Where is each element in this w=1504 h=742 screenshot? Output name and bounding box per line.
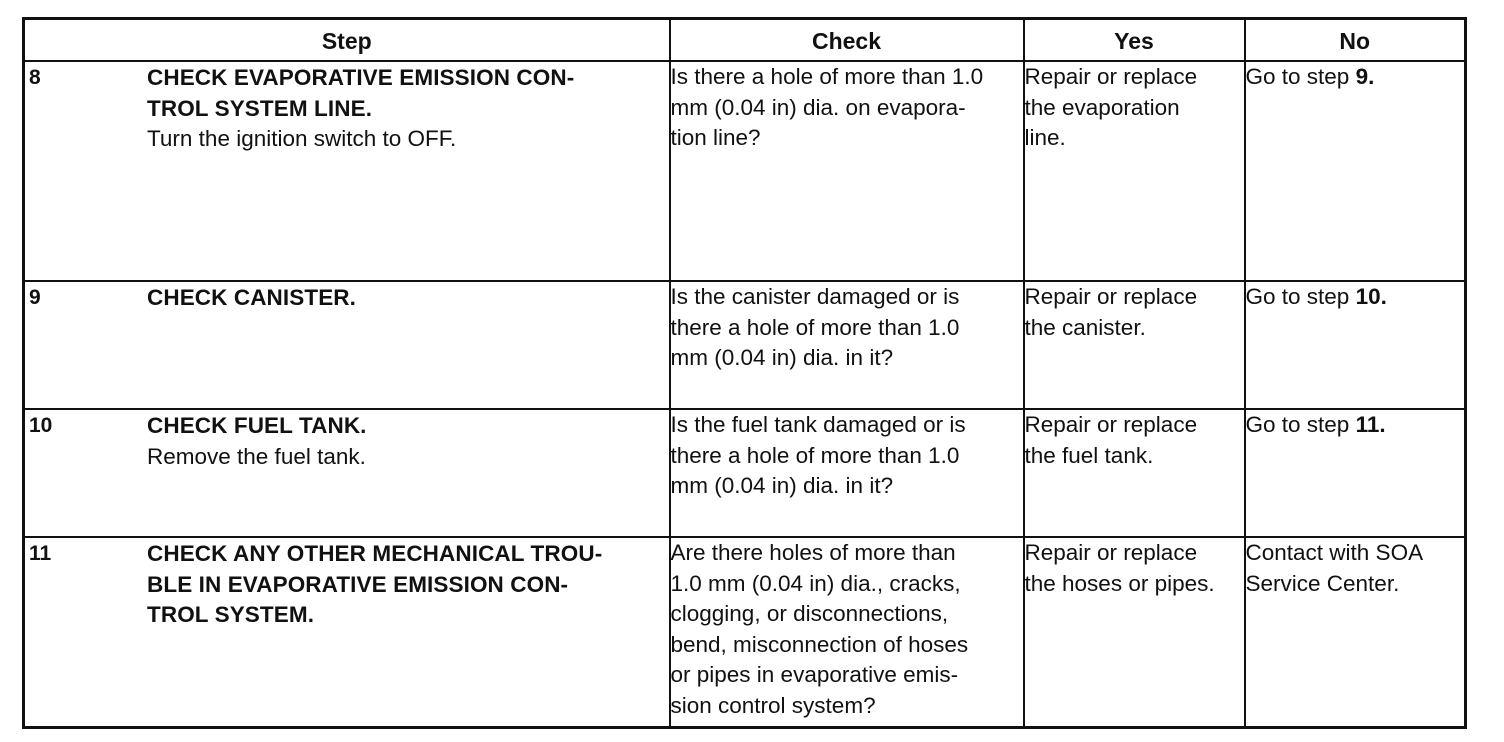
yes-line: Repair or replace — [1024, 540, 1198, 565]
check-line: 1.0 mm (0.04 in) dia., cracks, — [670, 570, 961, 596]
goto-step-ref: 9. — [1355, 64, 1375, 89]
no-line — [1246, 282, 1465, 313]
check-line: mm (0.04 in) dia. in it? — [670, 473, 894, 498]
goto-step-ref: 10. — [1355, 284, 1387, 309]
check-line: or pipes in evaporative emis- — [670, 662, 959, 687]
yes-line: Repair or replace — [1024, 412, 1198, 437]
check-line: Are there holes of more than — [670, 540, 956, 565]
step-title-line: CHECK CANISTER. — [147, 285, 357, 310]
check-line: Is there a hole of more than 1.0 — [670, 64, 984, 89]
step-cell — [24, 537, 670, 727]
no-line — [1246, 410, 1465, 441]
header-no: No — [1245, 19, 1466, 62]
step-cell — [24, 409, 670, 537]
table-row — [24, 281, 1466, 409]
no-cell — [1245, 61, 1466, 281]
no-line: Contact with SOA — [1245, 540, 1424, 565]
yes-line: the hoses or pipes. — [1024, 570, 1215, 596]
yes-cell — [1024, 61, 1245, 281]
goto-text: Go to step — [1245, 412, 1356, 437]
table-row — [24, 537, 1466, 727]
table-row — [24, 61, 1466, 281]
step-title-line: CHECK EVAPORATIVE EMISSION CON- — [147, 65, 575, 90]
goto-text: Go to step — [1245, 64, 1356, 89]
no-cell — [1245, 537, 1466, 727]
check-line: bend, misconnection of hoses — [670, 631, 969, 657]
check-line: sion control system? — [670, 692, 876, 718]
step-title-line: CHECK FUEL TANK. — [147, 413, 367, 438]
no-line — [1246, 62, 1465, 93]
check-line: there a hole of more than 1.0 — [670, 314, 960, 340]
header-check: Check — [670, 19, 1024, 62]
yes-line: the evaporation — [1024, 94, 1180, 120]
check-line: tion line? — [670, 125, 761, 150]
check-line: Is the fuel tank damaged or is — [670, 412, 966, 437]
step-title-line: BLE IN EVAPORATIVE EMISSION CON- — [147, 571, 569, 597]
check-cell — [670, 61, 1024, 281]
step-number: 9 — [29, 286, 41, 309]
header-step: Step — [24, 19, 670, 62]
diagnostic-table — [22, 17, 1467, 729]
header-yes: Yes — [1024, 19, 1245, 62]
check-cell — [670, 537, 1024, 727]
step-cell — [24, 61, 670, 281]
step-number: 11 — [29, 542, 52, 565]
check-line: mm (0.04 in) dia. on evapora- — [670, 94, 966, 120]
step-number: 8 — [29, 66, 41, 89]
no-cell — [1245, 409, 1466, 537]
yes-cell — [1024, 281, 1245, 409]
yes-line: Repair or replace — [1024, 64, 1198, 89]
no-line: Service Center. — [1245, 570, 1400, 596]
check-line: Is the canister damaged or is — [670, 284, 960, 309]
yes-cell — [1024, 409, 1245, 537]
step-title-line: TROL SYSTEM LINE. — [147, 95, 373, 121]
step-cell — [24, 281, 670, 409]
yes-line: line. — [1024, 125, 1066, 150]
yes-cell — [1024, 537, 1245, 727]
check-cell — [670, 281, 1024, 409]
table-row — [24, 409, 1466, 537]
check-line: there a hole of more than 1.0 — [670, 442, 960, 468]
no-cell — [1245, 281, 1466, 409]
yes-line: the fuel tank. — [1024, 442, 1154, 468]
step-detail-line: Remove the fuel tank. — [147, 443, 366, 469]
check-line: mm (0.04 in) dia. in it? — [670, 345, 894, 370]
header-row — [24, 19, 1466, 62]
check-line: clogging, or disconnections, — [670, 601, 949, 626]
goto-step-ref: 11. — [1355, 412, 1386, 437]
yes-line: the canister. — [1024, 314, 1146, 340]
step-detail-line: Turn the ignition switch to OFF. — [147, 126, 457, 151]
yes-line: Repair or replace — [1024, 284, 1198, 309]
goto-text: Go to step — [1245, 284, 1356, 309]
check-cell — [670, 409, 1024, 537]
step-title-line: CHECK ANY OTHER MECHANICAL TROU- — [147, 541, 603, 566]
step-number: 10 — [29, 414, 53, 437]
step-title-line: TROL SYSTEM. — [147, 602, 315, 627]
